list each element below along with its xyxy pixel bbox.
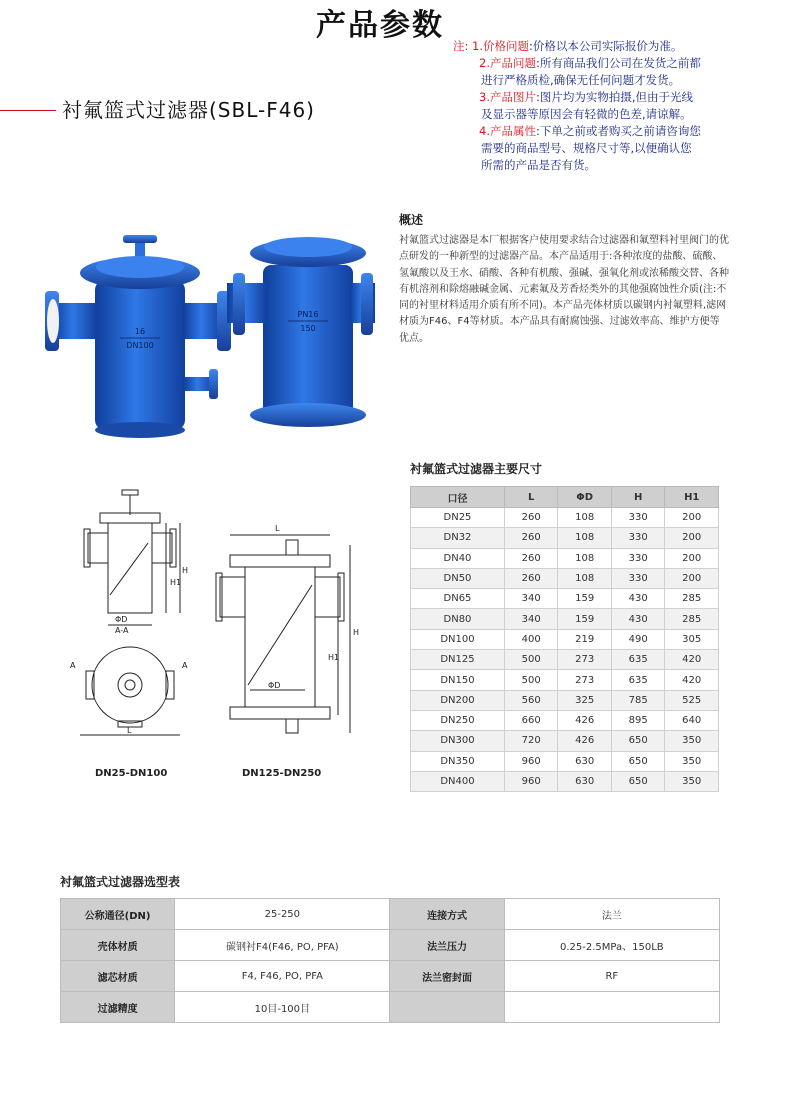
selection-value: 10目-100目: [175, 992, 390, 1023]
product-photos: [45, 225, 375, 440]
note-1-label: 1.价格问题: [472, 39, 530, 53]
table-cell: 340: [504, 609, 558, 629]
table-cell: DN50: [411, 568, 505, 588]
table-cell: 630: [558, 771, 612, 791]
table-row: [411, 508, 719, 528]
table-cell: DN350: [411, 751, 505, 771]
selection-value: [504, 992, 719, 1023]
filter-photo-large: [227, 237, 375, 427]
table-cell: 325: [558, 690, 612, 710]
small-l-mark: L: [127, 726, 132, 735]
table-cell: 159: [558, 609, 612, 629]
photo-left-dn: DN100: [126, 341, 154, 350]
dimensions-title: 衬氟篮式过滤器主要尺寸: [410, 462, 543, 476]
small-aa-mark: A-A: [115, 626, 129, 635]
table-cell: 630: [558, 751, 612, 771]
drawing-small-top: [70, 647, 188, 735]
table-cell: 350: [665, 751, 719, 771]
small-drawing-label: DN25-DN100: [95, 768, 168, 779]
table-cell: 660: [504, 710, 558, 730]
table-cell: 200: [665, 548, 719, 568]
table-cell: 350: [665, 731, 719, 751]
table-cell: 108: [558, 528, 612, 548]
selection-row: [61, 899, 720, 930]
dimensions-table: [410, 486, 719, 792]
col-header: H1: [665, 487, 719, 508]
table-cell: 200: [665, 568, 719, 588]
table-cell: 426: [558, 731, 612, 751]
table-cell: 650: [611, 751, 665, 771]
table-cell: 305: [665, 629, 719, 649]
table-cell: 640: [665, 710, 719, 730]
table-cell: 285: [665, 609, 719, 629]
table-cell: 330: [611, 508, 665, 528]
table-cell: 340: [504, 589, 558, 609]
table-cell: 895: [611, 710, 665, 730]
selection-key: 过滤精度: [61, 992, 175, 1023]
table-cell: DN100: [411, 629, 505, 649]
selection-value: 0.25-2.5MPa、150LB: [504, 930, 719, 961]
table-cell: 430: [611, 589, 665, 609]
table-cell: 785: [611, 690, 665, 710]
table-cell: DN80: [411, 609, 505, 629]
table-cell: 330: [611, 548, 665, 568]
note-3-text: :图片均为实物拍摄,但由于光线: [535, 90, 694, 104]
table-cell: 273: [558, 670, 612, 690]
selection-row: [61, 992, 720, 1023]
selection-title: 衬氟篮式过滤器选型表: [60, 875, 181, 889]
table-cell: 500: [504, 670, 558, 690]
table-row: [411, 670, 719, 690]
table-row: [411, 731, 719, 751]
selection-value: 碳钢衬F4(F46, PO, PFA): [175, 930, 390, 961]
table-cell: DN125: [411, 650, 505, 670]
small-h1-mark: H1: [170, 578, 182, 587]
page-title: 产品参数: [316, 8, 444, 43]
col-header: ΦD: [558, 487, 612, 508]
table-row: [411, 589, 719, 609]
selection-key: 法兰密封面: [390, 961, 504, 992]
small-phid-mark: ΦD: [115, 615, 128, 624]
table-cell: 108: [558, 568, 612, 588]
table-row: [411, 710, 719, 730]
table-row: [411, 771, 719, 791]
selection-row: [61, 961, 720, 992]
table-cell: 500: [504, 650, 558, 670]
table-row: [411, 528, 719, 548]
table-cell: DN25: [411, 508, 505, 528]
note-2-text: :所有商品我们公司在发货之前都: [535, 56, 701, 70]
drawing-small-front: [84, 490, 188, 635]
overview-heading: 概述: [399, 213, 424, 227]
table-cell: 525: [665, 690, 719, 710]
filter-photo-small: [45, 235, 231, 438]
note-2-label: 2.产品问题: [479, 56, 536, 70]
small-a-right: A: [182, 661, 188, 670]
table-row: [411, 609, 719, 629]
selection-row: [61, 930, 720, 961]
note-2-cont: 进行严格质检,确保无任何问题才发货。: [481, 73, 681, 87]
table-cell: 650: [611, 771, 665, 791]
table-cell: 560: [504, 690, 558, 710]
selection-value: 25-250: [175, 899, 390, 930]
selection-key: 壳体材质: [61, 930, 175, 961]
selection-key: 公称通径(DN): [61, 899, 175, 930]
selection-value: F4, F46, PO, PFA: [175, 961, 390, 992]
table-cell: 260: [504, 528, 558, 548]
table-row: [411, 690, 719, 710]
table-row: [411, 629, 719, 649]
technical-drawings: [60, 485, 380, 785]
table-cell: 260: [504, 568, 558, 588]
note-4-label: 4.产品属性: [479, 124, 536, 138]
table-cell: 108: [558, 508, 612, 528]
note-prefix: 注:: [453, 39, 469, 53]
selection-body: [61, 899, 720, 1023]
table-cell: 635: [611, 670, 665, 690]
table-cell: 960: [504, 771, 558, 791]
note-4-text: :下单之前或者购买之前请咨询您: [535, 124, 701, 138]
table-cell: 260: [504, 548, 558, 568]
table-cell: 200: [665, 508, 719, 528]
overview-text: 衬氟篮式过滤器是本厂根据客户使用要求结合过滤器和氟塑料衬里阀门的优点研发的一种新型的过滤器产品。本产品适用于:各种浓度的盐酸、硫酸、氢氟酸以及王水、硝酸、各种有机酸、强碱、强氧化剂或浓稀酸交替、各种有机溶剂和除熔融碱金属、元素氟及芳香烃类外的其他强腐蚀性介质(注:不同的衬里材料适用介质有所不同)。本产品壳体材质以碳钢内衬氟塑料,滤网材质为F46、F4等材质。本产品具有耐腐蚀强、过滤效率高、维护方便等优点。: [399, 235, 729, 344]
selection-value: RF: [504, 961, 719, 992]
selection-key: [390, 992, 504, 1023]
table-row: [411, 568, 719, 588]
table-cell: 350: [665, 771, 719, 791]
small-h-mark: H: [182, 566, 189, 575]
table-row: [411, 548, 719, 568]
table-cell: DN300: [411, 731, 505, 751]
table-cell: 420: [665, 650, 719, 670]
notes-block: [453, 38, 773, 174]
table-cell: DN200: [411, 690, 505, 710]
large-phid-mark: ΦD: [268, 681, 281, 690]
selection-key: 连接方式: [390, 899, 504, 930]
title-accent-line: [0, 110, 56, 111]
product-title: 衬氟篮式过滤器(SBL-F46): [62, 98, 315, 122]
table-cell: 260: [504, 508, 558, 528]
table-cell: 426: [558, 710, 612, 730]
col-header: L: [504, 487, 558, 508]
table-cell: 159: [558, 589, 612, 609]
note-3-label: 3.产品图片: [479, 90, 536, 104]
table-cell: 219: [558, 629, 612, 649]
table-cell: 430: [611, 609, 665, 629]
table-cell: 200: [665, 528, 719, 548]
table-cell: DN150: [411, 670, 505, 690]
table-cell: 635: [611, 650, 665, 670]
table-cell: 330: [611, 568, 665, 588]
selection-key: 法兰压力: [390, 930, 504, 961]
table-cell: 490: [611, 629, 665, 649]
table-row: [411, 751, 719, 771]
large-drawing-label: DN125-DN250: [242, 768, 322, 779]
photo-left-pressure: 16: [134, 327, 146, 336]
table-cell: 273: [558, 650, 612, 670]
table-cell: DN250: [411, 710, 505, 730]
table-cell: DN32: [411, 528, 505, 548]
note-3-cont: 及显示器等原因会有轻微的色差,请谅解。: [481, 107, 692, 121]
table-cell: 650: [611, 731, 665, 751]
selection-table: [60, 898, 720, 1023]
selection-key: 滤芯材质: [61, 961, 175, 992]
note-1-text: :价格以本公司实际报价为准。: [529, 39, 683, 53]
dimensions-body: [411, 508, 719, 792]
note-4-cont2: 所需的产品是否有货。: [481, 158, 596, 172]
drawing-large-front: [216, 524, 359, 733]
photo-right-pn: PN16: [297, 310, 319, 319]
table-cell: 330: [611, 528, 665, 548]
large-l-mark: L: [275, 524, 280, 533]
table-cell: DN40: [411, 548, 505, 568]
table-row: [411, 650, 719, 670]
small-a-left: A: [70, 661, 76, 670]
table-cell: DN400: [411, 771, 505, 791]
table-cell: 108: [558, 548, 612, 568]
table-cell: 420: [665, 670, 719, 690]
col-header: H: [611, 487, 665, 508]
table-cell: 720: [504, 731, 558, 751]
table-cell: 400: [504, 629, 558, 649]
table-cell: 960: [504, 751, 558, 771]
note-4-cont: 需要的商品型号、规格尺寸等,以便确认您: [481, 141, 692, 155]
dimensions-header-row: [411, 487, 719, 508]
large-h1-mark: H1: [328, 653, 340, 662]
table-cell: DN65: [411, 589, 505, 609]
selection-value: 法兰: [504, 899, 719, 930]
table-cell: 285: [665, 589, 719, 609]
photo-right-size: 150: [300, 324, 316, 333]
large-h-mark: H: [353, 628, 360, 637]
col-header: 口径: [411, 487, 505, 508]
